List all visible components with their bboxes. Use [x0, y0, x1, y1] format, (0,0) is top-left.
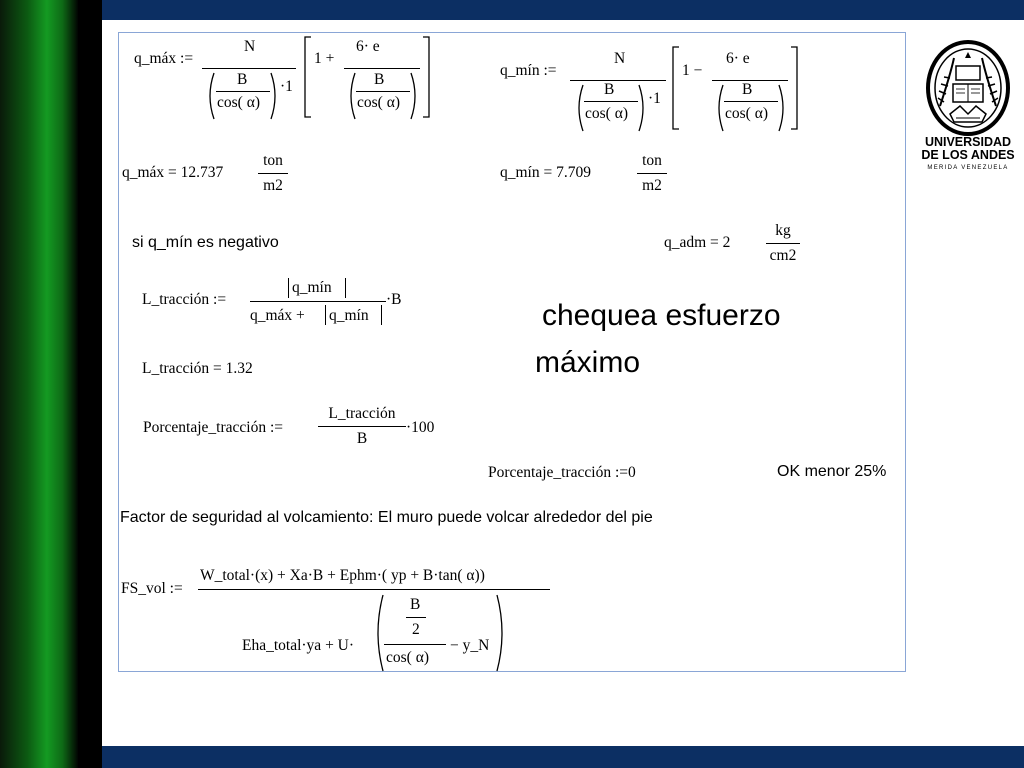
qmax-unit	[258, 152, 288, 195]
note-negative: si q_mín es negativo	[132, 234, 279, 251]
left-gradient-bar	[0, 0, 78, 768]
porc-result: Porcentaje_tracción :=0	[488, 464, 636, 481]
qmax-B2: B	[374, 71, 385, 88]
qmin-def-lhs: q_mín :=	[500, 62, 557, 79]
qmax-inner-bar2	[356, 91, 410, 92]
qmax-B: B	[237, 71, 248, 88]
qmax-six-e: 6· e	[356, 38, 380, 55]
qmax-left-bracket-icon	[304, 36, 312, 118]
ltraccion-fraction-bar	[250, 301, 386, 302]
porc-num: L_tracción	[328, 405, 396, 422]
fs-fraction-bar	[198, 589, 550, 590]
logo-line3: MERIDA VENEZUELA	[927, 165, 1009, 171]
qmax-left-paren2-icon	[346, 72, 356, 120]
qadm-unit-bar	[766, 243, 800, 244]
qmax-right-paren-icon	[270, 72, 280, 120]
qmin-B2: B	[742, 81, 753, 98]
fs-two: 2	[412, 621, 420, 638]
qmax-cos2: cos( α)	[357, 94, 400, 111]
bottom-band	[102, 746, 1024, 768]
ltraccion-den-left: q_máx +	[250, 307, 305, 324]
qmin-unit	[637, 152, 667, 195]
ltraccion-result: L_tracción = 1.32	[142, 360, 253, 377]
check-text-line1: chequea esfuerzo	[542, 299, 781, 332]
qmax-inner-bar	[216, 91, 270, 92]
fs-inner-bar	[384, 644, 446, 645]
qmax-N: N	[244, 38, 256, 55]
qmin-left-paren2-icon	[714, 84, 724, 132]
left-black-bar	[78, 0, 102, 768]
fs-def-lhs: FS_vol :=	[121, 580, 183, 597]
qmax-right-bracket-icon	[422, 36, 430, 118]
qmax-one-plus: 1 +	[314, 50, 335, 67]
ltraccion-den-right: q_mín	[329, 307, 369, 324]
ltraccion-abs-left	[288, 278, 289, 298]
qmax-result: q_máx = 12.737	[122, 164, 224, 181]
fs-cos: cos( α)	[386, 649, 429, 666]
qmin-unit-bar	[637, 173, 667, 174]
qmin-inner-bar2	[724, 101, 778, 102]
qmin-six-e: 6· e	[726, 50, 750, 67]
qmax-fraction-bar	[202, 68, 296, 69]
qmin-inner-bar	[584, 101, 638, 102]
porc-def-lhs: Porcentaje_tracción :=	[143, 419, 283, 436]
porc-den: B	[356, 430, 368, 447]
ltraccion-tail: ·B	[386, 291, 402, 308]
factor-text: Factor de seguridad al volcamiento: El muro puede volcar alrededor del pie	[120, 509, 653, 526]
qmax-right-paren2-icon	[410, 72, 420, 120]
fs-left-paren-icon	[372, 594, 384, 672]
qmin-cos: cos( α)	[585, 105, 628, 122]
ltraccion-def-lhs: L_tracción :=	[142, 291, 227, 308]
qmax-unit-num: ton	[263, 152, 283, 169]
logo-line1: UNIVERSIDAD	[924, 135, 1012, 149]
check-text-line2: máximo	[535, 346, 641, 379]
ltraccion-abs-right	[345, 278, 346, 298]
qmax-one: ·1	[280, 78, 293, 95]
porc-bar	[318, 426, 406, 427]
fs-den-left: Eha_total·ya + U·	[242, 637, 355, 654]
university-seal-icon	[920, 36, 1016, 136]
qmin-unit-num: ton	[642, 152, 662, 169]
qmax-left-paren-icon	[205, 72, 215, 120]
qmin-left-paren-icon	[574, 84, 584, 132]
qadm-unit	[766, 222, 800, 265]
qmin-one-minus: 1 −	[682, 62, 703, 79]
fs-num: W_total·(x) + Xa·B + Ephm·( yp + B·tan( α))	[200, 567, 485, 584]
ok-text: OK menor 25%	[777, 463, 887, 480]
logo-line2: DE LOS ANDES	[921, 148, 1015, 162]
top-band	[102, 0, 1024, 20]
fs-half-bar	[406, 617, 426, 618]
qmin-cos2: cos( α)	[725, 105, 768, 122]
qmin-result: q_mín = 7.709	[500, 164, 591, 181]
qadm-text: q_adm = 2	[664, 234, 731, 251]
fs-B: B	[410, 596, 421, 613]
ltraccion-den-abs-right	[381, 305, 382, 325]
qadm-unit-den: cm2	[769, 247, 797, 264]
fs-tail: − y_N	[450, 637, 490, 654]
qmin-one: ·1	[648, 90, 661, 107]
qmin-fraction-bar	[570, 80, 666, 81]
qmin-right-bracket-icon	[790, 46, 798, 130]
qmax-unit-den: m2	[263, 177, 283, 194]
qadm-unit-num: kg	[775, 222, 791, 239]
porc-fraction	[318, 405, 406, 448]
porc-tail: ·100	[406, 419, 435, 436]
fs-right-paren-icon	[496, 594, 508, 672]
ltraccion-num: q_mín	[292, 279, 332, 296]
qmax-cos: cos( α)	[217, 94, 260, 111]
ltraccion-den-abs-left	[325, 305, 326, 325]
qmax-unit-bar	[258, 173, 288, 174]
qmin-N: N	[614, 50, 626, 67]
qmin-left-bracket-icon	[672, 46, 680, 130]
qmin-B: B	[604, 81, 615, 98]
qmin-right-paren2-icon	[778, 84, 788, 132]
qmin-unit-den: m2	[642, 177, 662, 194]
qmin-right-paren-icon	[638, 84, 648, 132]
university-logo	[920, 36, 1016, 178]
qmax-bar2	[344, 68, 420, 69]
qmax-def-lhs: q_máx :=	[134, 50, 194, 67]
